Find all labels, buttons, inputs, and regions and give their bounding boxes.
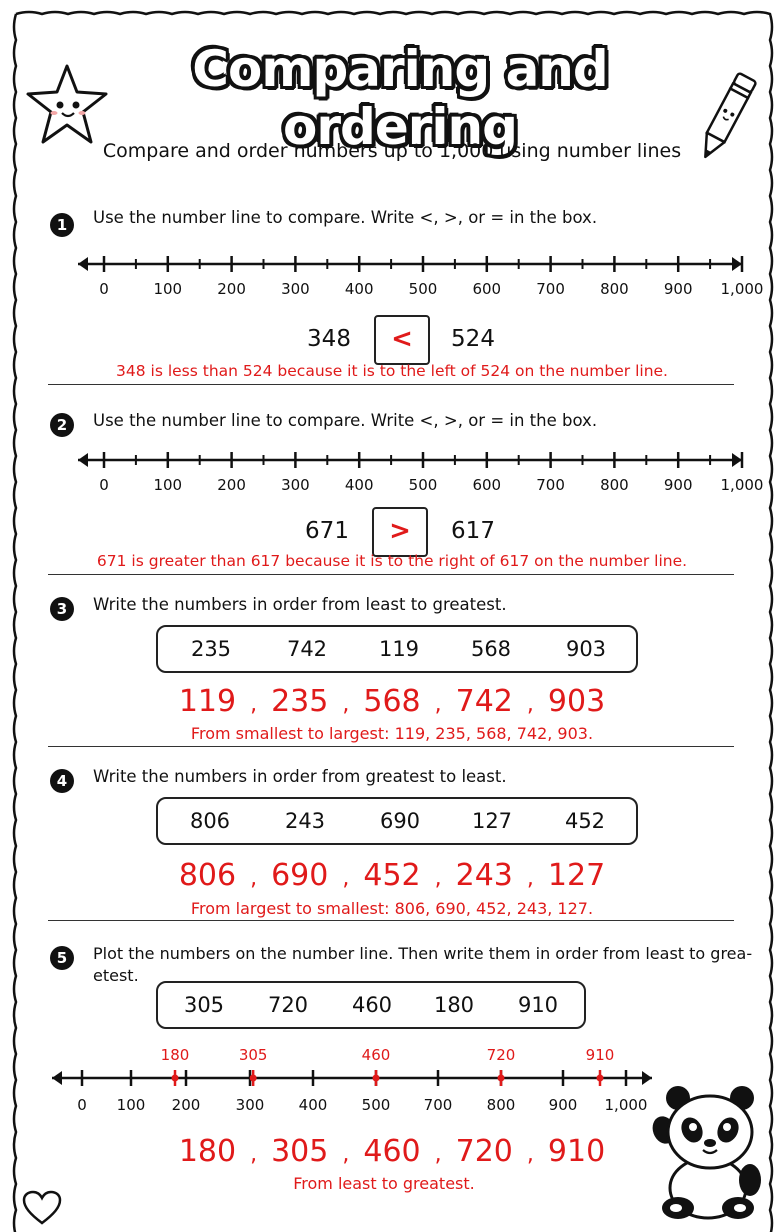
divider [48, 384, 734, 385]
divider [48, 746, 734, 747]
q3-number: 235 [190, 637, 232, 661]
q5-number: 720 [267, 993, 309, 1017]
q3-answer-value: 119 [178, 684, 237, 719]
q3-answer-value: 903 [547, 684, 606, 719]
tick-label: 200 [217, 476, 246, 494]
comma: , [434, 866, 442, 891]
question-3-instruction: Write the numbers in order from least to greatest. [93, 595, 507, 614]
q4-number: 806 [189, 809, 231, 833]
q4-answer-value: 243 [455, 858, 513, 893]
q2-answer-box[interactable]: > [372, 507, 428, 557]
q4-number: 243 [284, 809, 326, 833]
tick-label: 500 [408, 280, 438, 298]
plotted-point [172, 1075, 179, 1082]
tick-label: 400 [298, 1096, 328, 1114]
tick-label: 700 [536, 280, 565, 298]
comma: , [526, 866, 534, 891]
number-line-2 [70, 444, 764, 504]
tick-label: 0 [99, 280, 109, 298]
q5-answer-value: 460 [363, 1134, 421, 1169]
q5-number: 910 [517, 993, 559, 1017]
comma: , [250, 692, 258, 717]
comma: , [342, 692, 350, 717]
q5-answer-value: 910 [547, 1134, 606, 1169]
q1-answer-box[interactable]: < [374, 315, 430, 365]
q1-explanation: 348 is less than 524 because it is to the left of 524 on the number line. [116, 362, 668, 380]
q4-number: 690 [379, 809, 421, 833]
page-title: Comparing and ordering [192, 40, 608, 156]
q4-answer-value: 127 [547, 858, 606, 893]
tick-label: 1,000 [720, 280, 764, 298]
tick-label: 300 [281, 280, 310, 298]
plotted-point [250, 1075, 257, 1082]
plotted-point-label: 180 [160, 1046, 190, 1064]
page-subtitle: Compare and order numbers up to 1,000 using number lines [102, 140, 682, 162]
comma: , [250, 866, 258, 891]
tick-label: 800 [486, 1096, 516, 1114]
q4-caption: From largest to smallest: 806, 690, 452, 243, 127. [190, 899, 594, 918]
question-2-number: 2 [50, 413, 74, 437]
plotted-point-label: 910 [585, 1046, 615, 1064]
question-5-instruction-line1: Plot the numbers on the number line. Then write them in order from least to grea- [93, 944, 753, 963]
tick-label: 600 [472, 476, 502, 494]
q5-caption: From least to greatest. [293, 1174, 475, 1193]
tick-label: 900 [663, 476, 693, 494]
comma: , [526, 1142, 534, 1167]
comma: , [342, 866, 350, 891]
q1-left-number: 348 [307, 326, 351, 352]
question-1-instruction: Use the number line to compare. Write <, >, or = in the box. [93, 208, 598, 227]
q2-left-number: 671 [305, 518, 349, 544]
q3-number: 568 [470, 637, 512, 661]
q5-answer-value: 305 [271, 1134, 329, 1169]
q5-number: 460 [351, 993, 393, 1017]
comma: , [250, 1142, 258, 1167]
q3-number: 903 [565, 637, 607, 661]
tick-label: 100 [153, 476, 183, 494]
number-line-5 [40, 1038, 680, 1128]
plotted-point-label: 305 [238, 1046, 268, 1064]
comma: , [434, 692, 442, 717]
q4-number-box [156, 797, 638, 845]
tick-label: 400 [344, 280, 374, 298]
q3-number: 119 [378, 637, 420, 661]
q4-answer-value: 452 [363, 858, 421, 893]
tick-label: 400 [344, 476, 374, 494]
q5-answer-value: 180 [178, 1134, 237, 1169]
tick-label: 600 [472, 280, 502, 298]
heart-icon [22, 1190, 62, 1226]
q3-answer-value: 235 [271, 684, 329, 719]
q5-number: 180 [433, 993, 475, 1017]
q3-answer-value: 568 [363, 684, 421, 719]
tick-label: 200 [171, 1096, 201, 1114]
q3-answer-value: 742 [455, 684, 513, 719]
plotted-point [498, 1075, 505, 1082]
q4-number: 452 [564, 809, 606, 833]
q3-number: 742 [286, 637, 328, 661]
tick-label: 300 [235, 1096, 265, 1114]
q2-explanation: 671 is greater than 617 because it is to the right of 617 on the number line. [96, 552, 688, 570]
q4-answer-value: 690 [271, 858, 329, 893]
q4-answer [0, 858, 784, 893]
question-2-instruction: Use the number line to compare. Write <, >, or = in the box. [93, 411, 598, 430]
plotted-point [373, 1075, 380, 1082]
q2-right-number: 617 [451, 518, 495, 544]
tick-label: 0 [99, 476, 109, 494]
tick-label: 700 [536, 476, 565, 494]
q3-number-box [156, 625, 638, 673]
tick-label: 500 [408, 476, 438, 494]
tick-label: 800 [600, 280, 629, 298]
q5-answer-value: 720 [455, 1134, 513, 1169]
q4-answer-value: 806 [178, 858, 237, 893]
tick-label: 900 [663, 280, 693, 298]
q3-caption: From smallest to largest: 119, 235, 568, 742, 903. [190, 724, 594, 743]
q5-number: 305 [183, 993, 225, 1017]
comma: , [434, 1142, 442, 1167]
divider [48, 920, 734, 921]
tick-label: 100 [153, 280, 183, 298]
tick-label: 0 [77, 1096, 87, 1114]
tick-label: 700 [423, 1096, 453, 1114]
q5-number-box [156, 981, 586, 1029]
panda-icon [648, 1080, 766, 1222]
tick-label: 1,000 [604, 1096, 648, 1114]
tick-label: 800 [600, 476, 629, 494]
comma: , [526, 692, 534, 717]
q4-number: 127 [471, 809, 513, 833]
question-5-instruction-line2: etest. [93, 966, 139, 985]
plotted-point-label: 460 [361, 1046, 391, 1064]
tick-label: 200 [217, 280, 246, 298]
comma: , [342, 1142, 350, 1167]
tick-label: 1,000 [720, 476, 764, 494]
q1-right-number: 524 [451, 326, 495, 352]
question-4-instruction: Write the numbers in order from greatest to least. [93, 767, 507, 786]
plotted-point [597, 1075, 604, 1082]
question-4-number: 4 [50, 769, 74, 793]
tick-label: 300 [281, 476, 310, 494]
plotted-point-label: 720 [486, 1046, 516, 1064]
q3-answer [0, 684, 784, 719]
question-1-number: 1 [50, 213, 74, 237]
tick-label: 500 [361, 1096, 391, 1114]
tick-label: 900 [548, 1096, 578, 1114]
number-line-1 [70, 248, 764, 308]
question-5-number: 5 [50, 946, 74, 970]
divider [48, 574, 734, 575]
question-3-number: 3 [50, 597, 74, 621]
tick-label: 100 [116, 1096, 146, 1114]
